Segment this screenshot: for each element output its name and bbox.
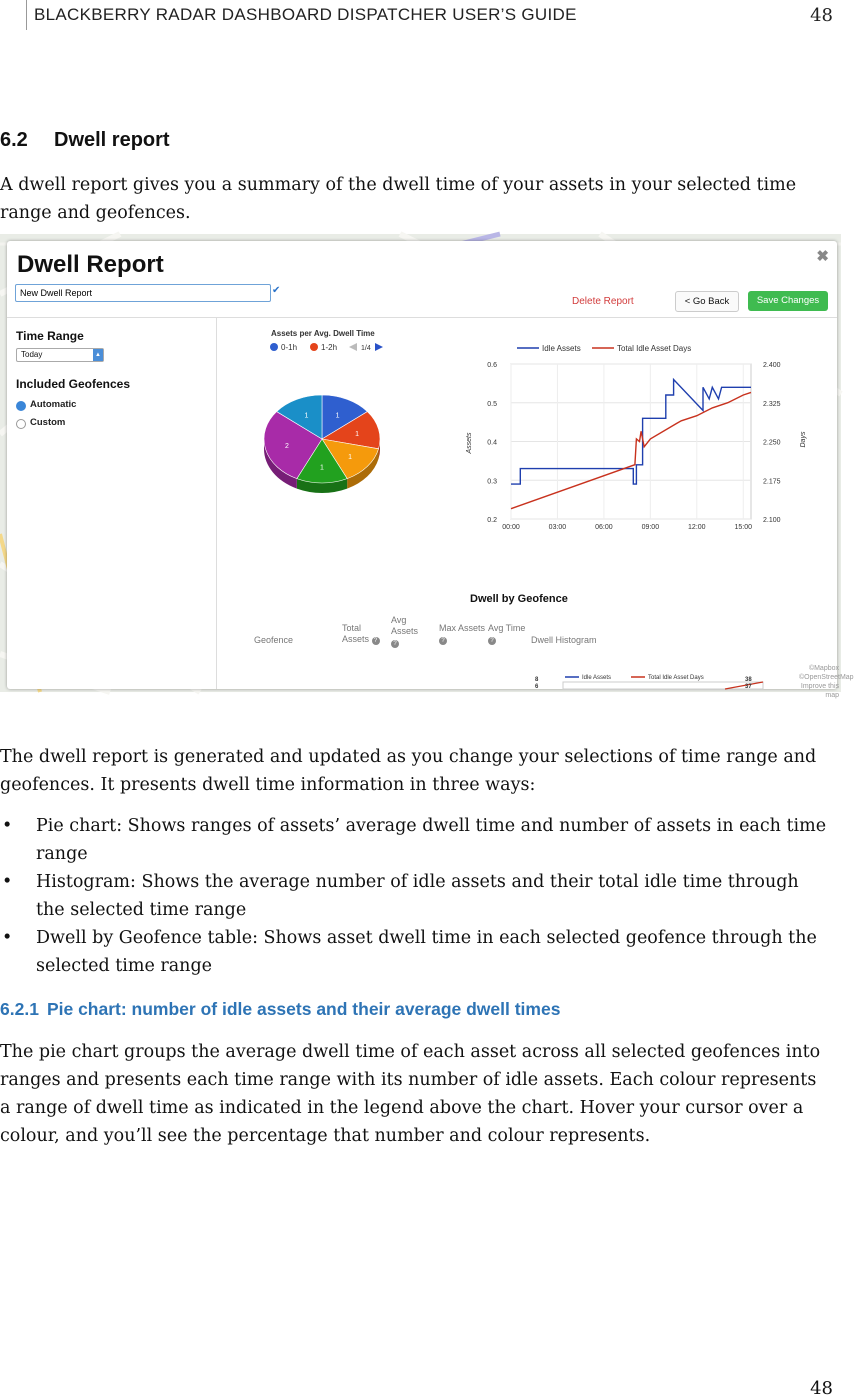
pager-prev-icon xyxy=(349,343,357,351)
mini-legend-days: Total Idle Asset Days xyxy=(648,675,704,681)
map-attribution: ©Mapbox ©OpenStreetMap Improve this map xyxy=(799,665,854,699)
mini-left-tick: 8 xyxy=(535,677,539,683)
col-total-assets[interactable] xyxy=(342,623,388,645)
time-range-label: Time Range xyxy=(16,329,84,343)
pie-slice-label: 1 xyxy=(348,454,353,462)
dwell-table-title: Dwell by Geofence xyxy=(470,593,568,605)
pie-slice-label: 1 xyxy=(304,412,309,420)
pie-slice-label: 1 xyxy=(355,430,360,438)
close-icon[interactable]: ✖ xyxy=(816,248,829,265)
section-number: 6.2 xyxy=(0,129,28,151)
dwell-report-screenshot xyxy=(0,234,854,699)
idle-assets-line-chart xyxy=(447,336,807,546)
legend-swatch-0-1h xyxy=(270,343,278,351)
y-tick-label: 0.6 xyxy=(487,362,497,369)
col-avg-assets[interactable] xyxy=(391,615,427,648)
list-item: • Dwell by Geofence table: Shows asset dwell time in each selected geofence through the selected time range xyxy=(0,924,830,980)
header-divider xyxy=(26,0,27,30)
help-icon[interactable]: ? xyxy=(372,637,380,645)
mini-right-tick: 38 xyxy=(745,677,752,683)
legend-label-0-1h: 0-1h xyxy=(281,343,298,352)
pager-next-icon xyxy=(375,343,383,351)
toolbar-divider xyxy=(7,317,837,318)
bullet-list xyxy=(0,812,830,980)
col-avg-assets-label: Avg Assets xyxy=(391,615,419,636)
checkmark-icon[interactable]: ✔ xyxy=(272,285,281,296)
go-back-button[interactable]: < Go Back xyxy=(675,291,739,312)
subsection-title: Pie chart: number of idle assets and their average dwell times xyxy=(46,999,561,1019)
header-page-number: 48 xyxy=(810,5,833,26)
pie-legend-title: Assets per Avg. Dwell Time xyxy=(271,329,375,338)
list-item: • Histogram: Shows the average number of idle assets and their total idle time through the selected time range xyxy=(0,868,830,924)
x-tick-label: 06:00 xyxy=(595,524,613,531)
legend-label-1-2h: 1-2h xyxy=(321,343,338,352)
col-total-assets-label: Total Assets xyxy=(342,623,370,644)
y-axis-label: Assets xyxy=(466,432,473,454)
subsection-number: 6.2.1 xyxy=(0,999,39,1019)
save-changes-button[interactable]: Save Changes xyxy=(748,291,828,311)
y-tick-label: 0.4 xyxy=(487,439,497,447)
x-tick-label: 12:00 xyxy=(688,524,706,531)
col-max-assets[interactable] xyxy=(439,623,485,645)
report-title: Dwell Report xyxy=(17,251,164,278)
mini-left-tick: 6 xyxy=(535,684,539,690)
pie-legend xyxy=(269,340,399,354)
legend-pager: 1/4 xyxy=(361,345,371,352)
pie-slice-label: 1 xyxy=(320,464,324,472)
help-icon[interactable]: ? xyxy=(391,640,399,648)
col-dwell-histogram[interactable]: Dwell Histogram xyxy=(531,635,597,645)
mini-histogram xyxy=(535,673,775,689)
pie-slice-label: 1 xyxy=(335,412,340,420)
x-tick-label: 03:00 xyxy=(548,524,567,531)
y2-axis-label: Days xyxy=(800,431,807,448)
section-heading xyxy=(0,129,170,152)
pie-slice-label: 2 xyxy=(284,443,289,451)
y-tick-label: 0.3 xyxy=(487,478,497,486)
footer-page-number: 48 xyxy=(810,1378,833,1399)
y2-tick-label: 2.400 xyxy=(763,362,781,369)
series-line-total-idle-days xyxy=(511,392,751,508)
geofences-label: Included Geofences xyxy=(16,377,131,391)
report-name-input[interactable]: New Dwell Report xyxy=(15,284,271,302)
delete-report-button[interactable]: Delete Report xyxy=(572,296,634,307)
col-geofence[interactable]: Geofence xyxy=(254,635,294,645)
y2-tick-label: 2.175 xyxy=(763,478,781,486)
sidebar-divider xyxy=(216,318,217,689)
y-tick-label: 0.2 xyxy=(487,517,497,524)
radio-automatic[interactable] xyxy=(16,401,26,411)
legend-swatch-1-2h xyxy=(310,343,318,351)
time-range-value: Today xyxy=(21,350,43,359)
col-max-assets-label: Max Assets xyxy=(439,623,486,633)
section-title: Dwell report xyxy=(54,129,170,151)
mini-days-line xyxy=(725,682,763,689)
subsection-heading xyxy=(0,999,560,1020)
pie-chart-paragraph: The pie chart groups the average dwell time of each asset across all selected geofences into ranges and presents each time range with its number of idle assets. Each colour represents a range of dwell time as indicated in the legend above the chart. Hover your cursor over a colour, and you’ll see the percentage that number and colour represents. xyxy=(0,1042,821,1146)
mini-legend-idle: Idle Assets xyxy=(582,675,612,681)
list-item: • Pie chart: Shows ranges of assets’ average dwell time and number of assets in each time range xyxy=(0,812,830,868)
line-legend xyxy=(517,344,691,353)
x-tick-label: 00:00 xyxy=(502,524,520,531)
intro-paragraph: A dwell report gives you a summary of the dwell time of your assets in your selected time range and geofences. xyxy=(0,175,797,223)
legend-idle-label: Idle Assets xyxy=(542,344,581,353)
pie-chart[interactable] xyxy=(262,391,392,501)
help-icon[interactable]: ? xyxy=(488,637,496,645)
help-icon[interactable]: ? xyxy=(439,637,447,645)
y2-tick-label: 2.250 xyxy=(763,439,781,447)
body-paragraph: The dwell report is generated and updated as you change your selections of time range and geofences. It presents dwell time information in three ways: xyxy=(0,747,817,795)
y-tick-label: 0.5 xyxy=(487,400,497,408)
option-custom-label: Custom xyxy=(30,417,66,428)
running-header: BLACKBERRY RADAR DASHBOARD DISPATCHER USER’S GUIDE xyxy=(34,5,577,24)
col-avg-time[interactable] xyxy=(488,623,528,645)
x-tick-label: 15:00 xyxy=(734,524,753,531)
mini-right-tick: 37 xyxy=(745,684,752,690)
time-range-select[interactable] xyxy=(16,348,104,362)
y2-tick-label: 2.325 xyxy=(763,400,781,408)
col-avg-time-label: Avg Time xyxy=(488,623,526,633)
x-tick-label: 09:00 xyxy=(641,524,660,531)
legend-days-label: Total Idle Asset Days xyxy=(617,344,692,353)
select-arrow-icon: ▲ xyxy=(93,349,103,361)
option-automatic-label: Automatic xyxy=(30,399,77,410)
series-line-idle-assets xyxy=(511,380,751,485)
radio-custom[interactable] xyxy=(16,419,26,429)
y2-tick-label: 2.100 xyxy=(763,517,781,524)
